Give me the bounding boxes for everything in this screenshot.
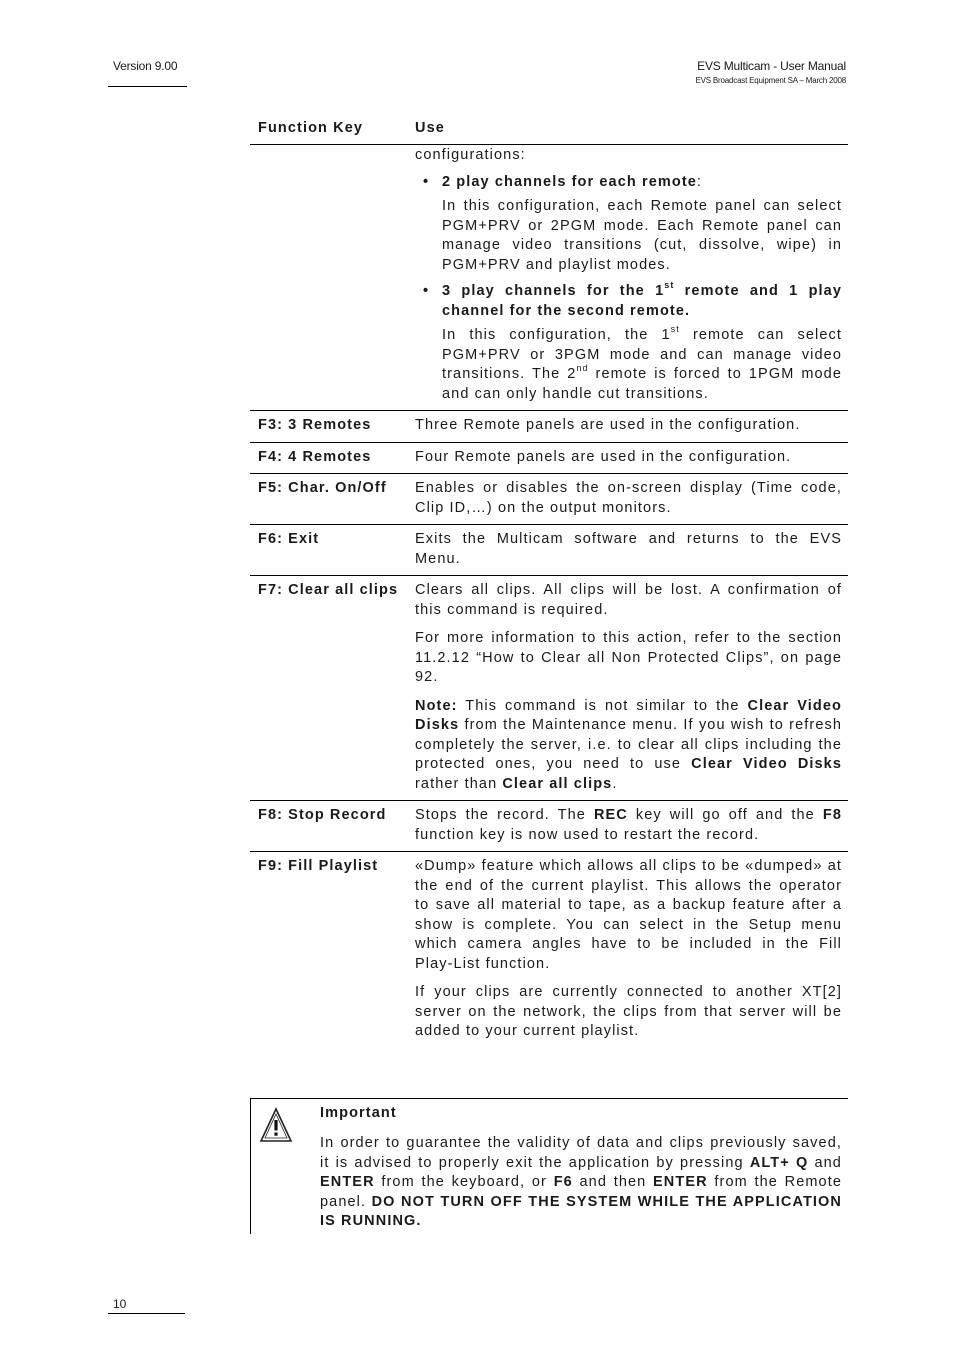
warning-icon [258,1106,294,1144]
row-key: F9: Fill Playlist [258,858,379,874]
row-key: F4: 4 Remotes [258,448,372,465]
row-use: Stops the record. The REC key will go off and the F8 function key is now used to restart the record. [415,807,842,843]
bullet-dot: • [423,283,430,299]
paragraph: Clears all clips. All clips will be lost. A confirmation of this command is required. [415,582,842,618]
header-divider [108,86,187,87]
note-paragraph: Note: This command is not similar to the Clear Video Disks from the Maintenance menu. If you wish to refresh completely the server, i.e. to clear all clips including the protected ones, you need to use Clear Video Disks rather than Clear all clips. [415,697,843,792]
table-row-f7 [250,576,848,801]
important-body: In order to guarantee the validity of data and clips previously saved, it is advised to properly exit the application by pressing ALT+ Q and ENTER from the keyboard, or F6 and then ENTER from the Remote panel. DO NOT TURN OFF THE SYSTEM WHILE THE APPLICATION IS RUNNING. [320,1135,843,1229]
bullet-body: In this configuration, the 1st remote can select PGM+PRV or 3PGM mode and can manage video transitions. The 2nd remote is forced to 1PGM mode and can only handle cut transitions. [442,324,843,402]
row-key-empty [250,145,407,410]
important-title: Important [320,1105,397,1121]
table-row-configurations [250,145,848,411]
table-row-f5 [250,474,848,525]
bullet-item-2-play-channels: • 2 play channels for each remote: In this configuration, each Remote panel can select PGM+PRV or 2PGM mode. Each Remote panel can manage video transitions (cut, dissolve, wipe) in PGM+PRV and playlist modes. [415,173,842,276]
row-use: Enables or disables the on-screen display (Time code, Clip ID,…) on the output monitors. [415,480,842,516]
row-use-configurations [407,145,848,410]
page-number: 10 [113,1297,127,1311]
row-use: Exits the Multicam software and returns to the EVS Menu. [415,531,842,567]
column-header-use: Use [415,120,445,136]
table-header-row [250,113,848,145]
row-use [407,852,848,1048]
table-row-f9 [250,852,848,1048]
bullet-title: 2 play channels for each remote [442,173,697,190]
row-key: F3: 3 Remotes [258,417,372,433]
column-header-function-key: Function Key [258,120,364,136]
important-notice [250,1098,848,1234]
bullet-item-3-play-channels [415,282,842,404]
table-row-f6 [250,525,848,576]
row-use [407,576,848,800]
paragraph: If your clips are currently connected to another XT[2] server on the network, the clips from that server will be added to your current playlist. [415,984,842,1039]
configurations-text: configurations: [415,147,526,163]
manual-title: EVS Multicam - User Manual [697,59,846,73]
paragraph: «Dump» feature which allows all clips to be «dumped» at the end of the current playlist. This allows the operator to save all material to tape, as a backup feature after a show is complete. You can select in the Setup menu which camera angles have to be included in the Fill Play-List function. [415,858,842,972]
manual-subtitle: EVS Broadcast Equipment SA – March 2008 [695,76,846,85]
bullet-title: 3 play channels for the 1st remote and 1 play channel for the second remote. [442,280,842,319]
table-row-f8 [250,801,848,852]
function-key-table [250,113,848,1048]
row-key: F8: Stop Record [258,807,387,823]
bullet-body: In this configuration, each Remote panel can select PGM+PRV or 2PGM mode. Each Remote panel can manage video transitions (cut, dissolve, wipe) in PGM+PRV and playlist modes. [442,198,842,273]
paragraph: For more information to this action, refer to the section 11.2.12 “How to Clear all Non Protected Clips”, on page 92. [415,630,842,685]
note-label: Note: [415,697,458,714]
bullet-dot: • [423,173,430,190]
table-row-f4 [250,443,848,475]
footer-divider [108,1313,185,1314]
table-row-f3 [250,411,848,443]
version-label: Version 9.00 [113,59,178,73]
row-key: F7: Clear all clips [258,582,399,598]
row-key: F6: Exit [258,531,320,547]
row-use: Four Remote panels are used in the configuration. [415,448,792,465]
row-use: Three Remote panels are used in the configuration. [415,417,801,433]
row-key: F5: Char. On/Off [258,480,387,496]
